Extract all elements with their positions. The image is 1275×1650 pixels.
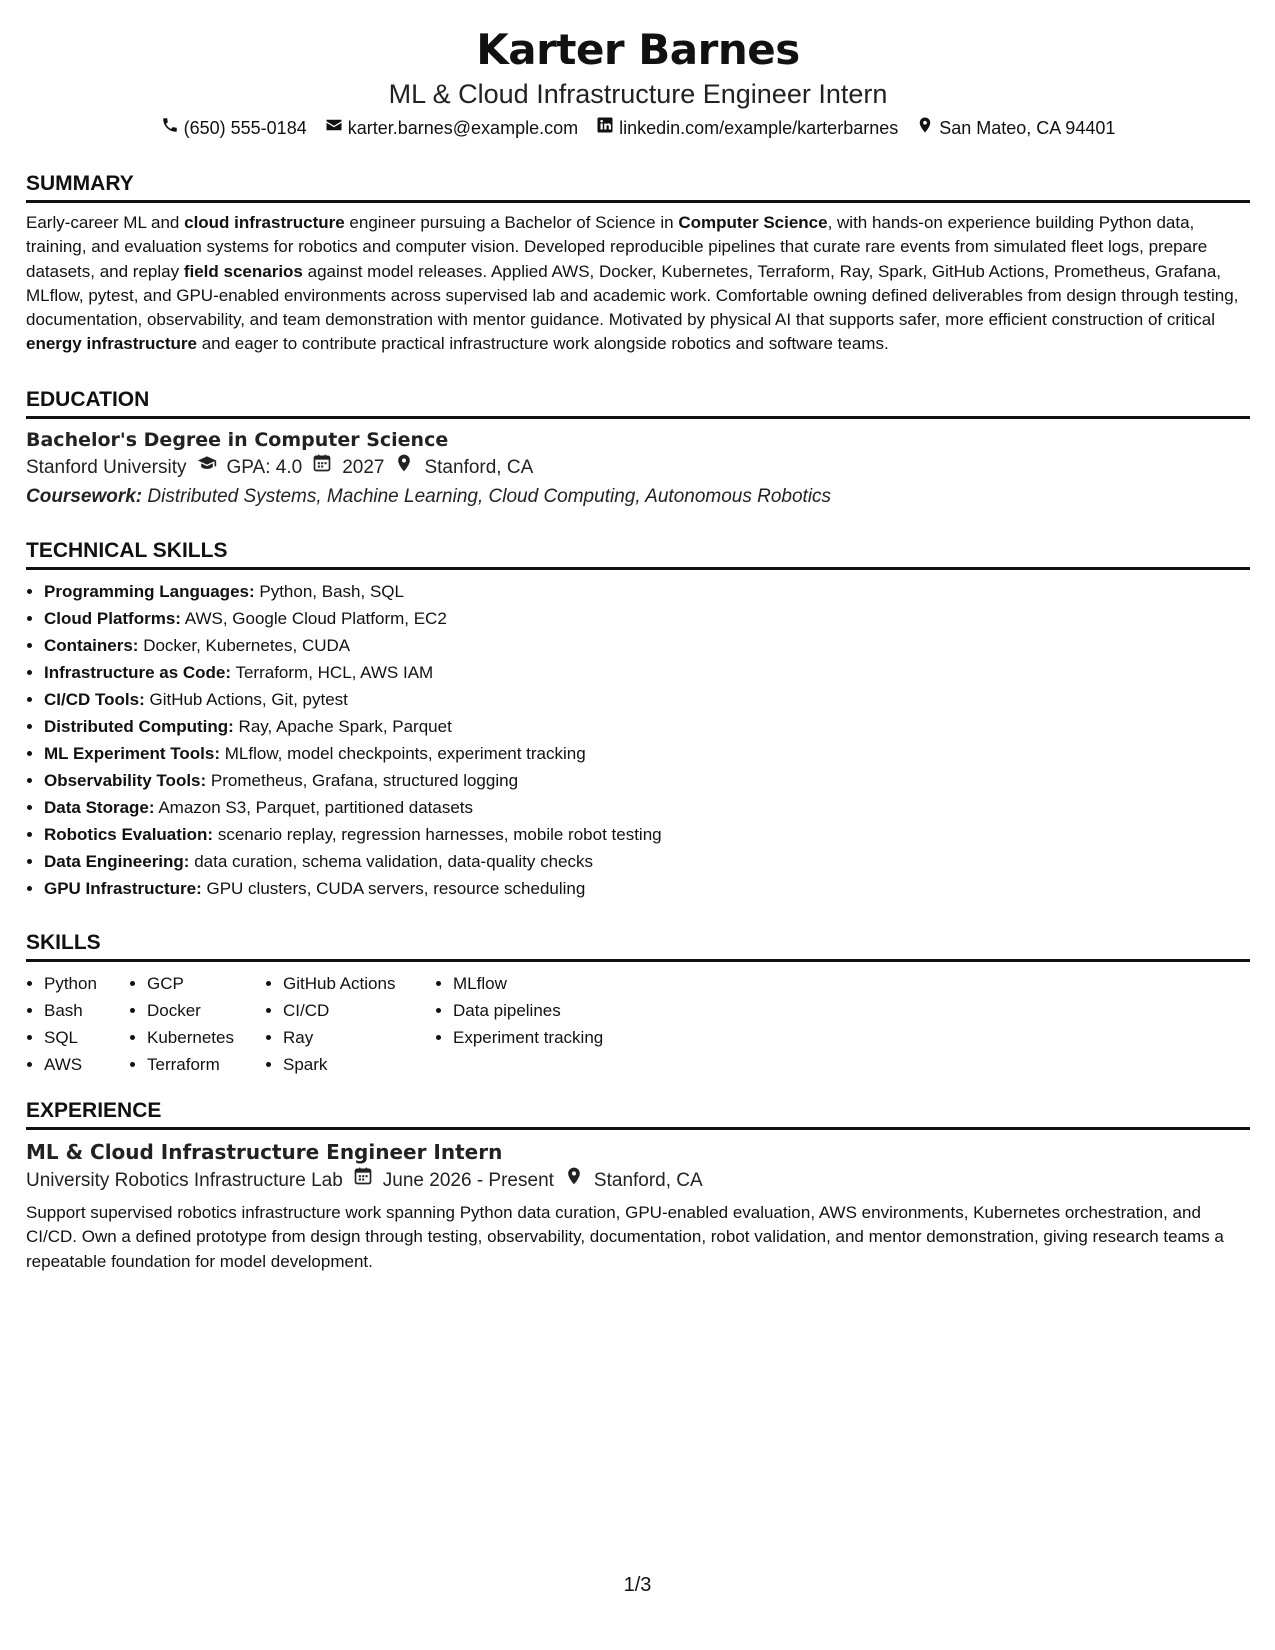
graduation-year: 2027	[342, 456, 385, 478]
skills-column	[265, 970, 435, 1078]
section-heading-technical-skills: TECHNICAL SKILLS	[26, 537, 1250, 570]
skill-values: scenario replay, regression harnesses, mobile robot testing	[217, 825, 662, 844]
section-heading-skills: SKILLS	[26, 929, 1250, 962]
job-meta	[26, 1166, 1250, 1195]
section-heading-experience: EXPERIENCE	[26, 1097, 1250, 1130]
gpa-item	[197, 453, 303, 482]
list-item: • Data pipelines	[453, 997, 673, 1024]
list-item: • Kubernetes	[147, 1024, 265, 1051]
list-item: • GitHub Actions	[283, 970, 435, 997]
graduation-cap-icon	[197, 453, 217, 482]
coursework-list: Distributed Systems, Machine Learning, Cloud Computing, Autonomous Robotics	[147, 486, 832, 507]
phone-text: (650) 555-0184	[183, 118, 307, 138]
skills-column	[129, 970, 265, 1078]
map-pin-icon	[394, 453, 414, 482]
year-item	[312, 453, 384, 482]
job-dates: June 2026 - Present	[382, 1169, 554, 1191]
list-item: • Spark	[283, 1051, 435, 1078]
section-heading-summary: SUMMARY	[26, 170, 1250, 203]
skill-category: ML Experiment Tools:	[44, 744, 221, 763]
summary-highlight: cloud infrastructure	[184, 213, 345, 232]
coursework-label: Coursework:	[26, 486, 143, 507]
skill-category: CI/CD Tools:	[44, 690, 145, 709]
email-text[interactable]: karter.barnes@example.com	[347, 118, 579, 138]
summary-part: engineer pursuing a Bachelor of Science in	[344, 213, 679, 232]
list-item: • Bash	[44, 997, 129, 1024]
education-meta	[26, 453, 1250, 482]
job-title: ML & Cloud Infrastructure Engineer Intern	[26, 1140, 503, 1164]
summary-section	[26, 170, 1250, 357]
coursework-line	[26, 482, 1250, 512]
skill-category: Data Engineering:	[44, 852, 190, 871]
skill-category: Observability Tools:	[44, 771, 207, 790]
resume-header	[26, 24, 1250, 140]
experience-section	[26, 1097, 1250, 1274]
list-item: • MLflow	[453, 970, 673, 997]
skill-category: Infrastructure as Code:	[44, 663, 232, 682]
calendar-icon	[312, 453, 332, 482]
job-description: Support supervised robotics infrastructure work spanning Python data curation, GPU-enabled evaluation, AWS environments, Kubernetes orchestration, and CI/CD. Own a defined prototype from design through testing, observability, documentation, robot validation, and mentor demonstration, giving research teams a repeatable foundation for model development.	[26, 1203, 1224, 1271]
technical-skills-section	[26, 537, 1250, 902]
skill-category: Cloud Platforms:	[44, 609, 181, 628]
skill-category: Programming Languages:	[44, 582, 255, 601]
map-pin-icon	[564, 1166, 584, 1195]
skill-category: Data Storage:	[44, 798, 155, 817]
list-item	[44, 632, 1250, 659]
contact-email[interactable]	[325, 116, 578, 140]
summary-highlight: Computer Science	[678, 213, 828, 232]
skill-category: GPU Infrastructure:	[44, 879, 202, 898]
list-item: • Experiment tracking	[453, 1024, 673, 1051]
list-item	[44, 821, 1250, 848]
education-section	[26, 386, 1250, 512]
skill-category: Containers:	[44, 636, 139, 655]
skill-values: MLflow, model checkpoints, experiment tracking	[224, 744, 586, 763]
phone-icon	[161, 116, 179, 140]
job-dates-item	[353, 1166, 554, 1195]
skill-values: Ray, Apache Spark, Parquet	[238, 717, 452, 736]
summary-highlight: field scenarios	[183, 261, 303, 281]
summary-part: , with hands-on experience building Python data, training, and evaluation systems for robotics and computer vision. Developed reproducible pipelines that curate rare events from simulated fleet logs, prepare datasets, and replay	[26, 213, 1208, 281]
list-item	[44, 659, 1250, 686]
contact-location	[916, 116, 1115, 140]
candidate-name: Karter Barnes	[476, 25, 800, 74]
degree-title: Bachelor's Degree in Computer Science	[26, 429, 449, 451]
list-item	[44, 875, 1250, 902]
linkedin-icon	[596, 116, 614, 140]
page-number: 1/3	[623, 1574, 652, 1596]
list-item	[44, 848, 1250, 875]
list-item: • Terraform	[147, 1051, 265, 1078]
summary-text	[26, 211, 1248, 357]
skill-category: Distributed Computing:	[44, 717, 234, 736]
skill-values: GPU clusters, CUDA servers, resource scheduling	[206, 879, 586, 898]
job-location: Stanford, CA	[593, 1169, 703, 1191]
summary-part: and eager to contribute practical infrastructure work alongside robotics and software teams.	[197, 334, 889, 354]
resume-page	[26, 0, 1250, 1271]
job-location-item	[564, 1166, 703, 1195]
skill-values: Python, Bash, SQL	[259, 582, 404, 601]
list-item: • GCP	[147, 970, 265, 997]
list-item	[44, 605, 1250, 632]
skills-column	[26, 970, 129, 1078]
list-item: • Ray	[283, 1024, 435, 1051]
technical-skills-list	[26, 578, 1250, 902]
skill-values: Docker, Kubernetes, CUDA	[143, 636, 351, 655]
summary-part: against model releases. Applied AWS, Docker, Kubernetes, Terraform, Ray, Spark, GitHub Actions, Prometheus, Grafana, MLflow, pytest, and GPU-enabled environments across supervised lab and academic work. Comfortable owning defined deliverables from design through testing, documentation, observability, and team demonstration with mentor guidance. Motivated by physical AI that supports safer, more efficient construction of critical	[26, 261, 1239, 330]
school-location-item	[394, 453, 533, 482]
skills-column	[435, 970, 673, 1078]
envelope-icon	[325, 116, 343, 140]
contact-phone	[161, 116, 307, 140]
list-item	[44, 794, 1250, 821]
list-item: • Python	[44, 970, 129, 997]
skills-section	[26, 929, 1250, 1078]
calendar-icon	[353, 1166, 373, 1195]
list-item: • Docker	[147, 997, 265, 1024]
section-heading-education: EDUCATION	[26, 386, 1250, 419]
candidate-title: ML & Cloud Infrastructure Engineer Intern	[388, 79, 888, 109]
list-item	[44, 713, 1250, 740]
list-item	[44, 686, 1250, 713]
school-location: Stanford, CA	[424, 456, 534, 478]
list-item: • CI/CD	[283, 997, 435, 1024]
skill-values: Prometheus, Grafana, structured logging	[210, 771, 519, 790]
skill-category: Robotics Evaluation:	[44, 825, 214, 844]
list-item: • AWS	[44, 1051, 129, 1078]
summary-part: Early-career ML and	[26, 213, 185, 232]
job-organization: University Robotics Infrastructure Lab	[26, 1169, 343, 1191]
list-item: • SQL	[44, 1024, 129, 1051]
skill-values: GitHub Actions, Git, pytest	[149, 690, 348, 709]
linkedin-text[interactable]: linkedin.com/example/karterbarnes	[619, 118, 899, 138]
school-name: Stanford University	[26, 456, 187, 478]
skill-values: AWS, Google Cloud Platform, EC2	[184, 609, 447, 628]
map-pin-icon	[916, 116, 934, 140]
list-item	[44, 767, 1250, 794]
contact-line	[26, 116, 1250, 140]
list-item	[44, 740, 1250, 767]
contact-linkedin[interactable]	[596, 116, 898, 140]
gpa-text: GPA: 4.0	[226, 456, 303, 478]
skill-values: Amazon S3, Parquet, partitioned datasets	[158, 798, 474, 817]
skill-values: data curation, schema validation, data-quality checks	[194, 852, 593, 871]
skill-values: Terraform, HCL, AWS IAM	[235, 663, 434, 682]
list-item	[44, 578, 1250, 605]
summary-highlight: energy infrastructure	[26, 334, 197, 354]
location-text: San Mateo, CA 94401	[939, 118, 1116, 138]
skills-columns	[26, 970, 1250, 1078]
